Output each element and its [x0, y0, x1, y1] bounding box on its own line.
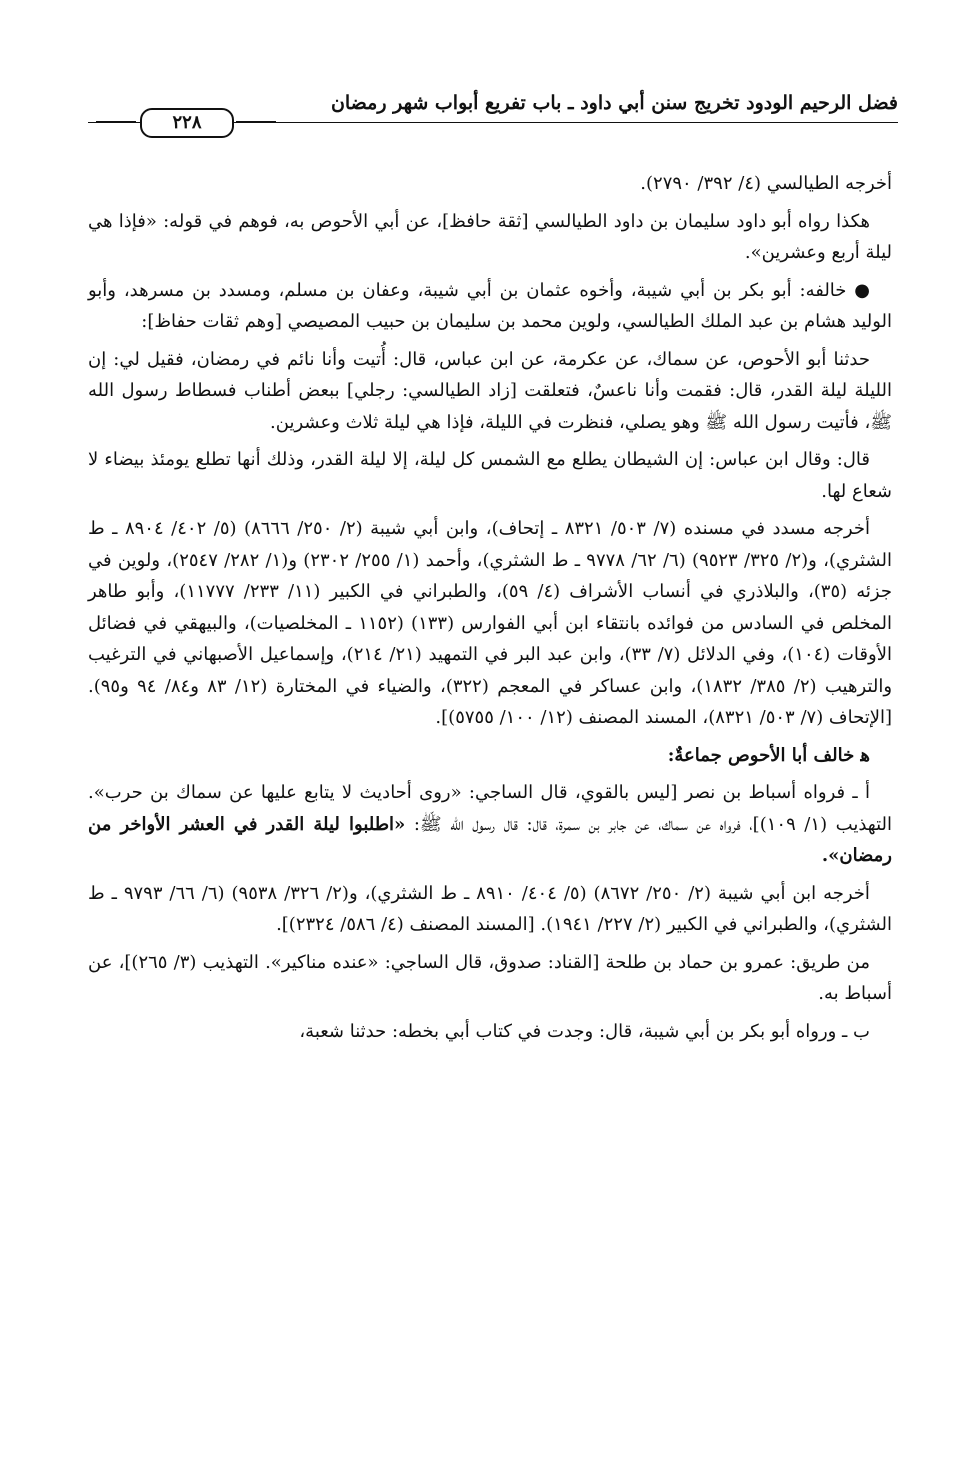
- page-number-ornament: [88, 108, 298, 136]
- paragraph-5: قال: وقال ابن عباس: إن الشيطان يطلع مع الشمس كل ليلة، إلا ليلة القدر، وذلك أنها تطلع يومئذ بيضاء لا شعاع لها.: [88, 449, 892, 502]
- running-title: فضل الرحيم الودود تخريج سنن أبي داود ـ باب تفريع أبواب شهر رمضان: [330, 92, 898, 114]
- page-number: ٢٢٨: [140, 108, 234, 138]
- paragraph-1: أخرجه الطيالسي (٤/ ٣٩٢/ ٢٧٩٠).: [640, 173, 892, 194]
- paragraph-8: أخرجه ابن أبي شيبة (٢/ ٢٥٠/ ٨٦٧٢) (٥/ ٤٠٤/ ٨٩١٠ ـ ط الشثري)، و(٢/ ٣٢٦/ ٩٥٣٨) (٦/ ٦٦/ ٩٧٩٣ ـ ط الشثري)، والطبراني في الكبير (٢/ ٢٢٧/ ١٩٤١). [المسند المصنف (٤/ ٥٨٦/ ٢٣٢٤)].: [88, 882, 892, 935]
- page-header: [88, 88, 898, 136]
- paragraph-3: ● خالفه: أبو بكر بن أبي شيبة، وأخوه عثمان بن أبي شيبة، وعفان بن مسلم، ومسدد بن مسرهد، وأبو الوليد هشام بن عبد الملك الطيالسي، ولوين محمد بن سليمان بن حبيب المصيصي [وهم ثقات حفاظ]:: [88, 279, 892, 332]
- ornament-line-left: [96, 121, 136, 123]
- hadith-quote: «اطلبوا ليلة القدر في العشر الأواخر من رمضان».: [88, 813, 892, 866]
- section-heading: ﻫ خالف أبا الأحوص جماعةٌ:: [667, 744, 870, 766]
- paragraph-4: حدثنا أبو الأحوص، عن سماك، عن عكرمة، عن ابن عباس، قال: أُتيت وأنا نائم في رمضان، فقيل لي: إن الليلة ليلة القدر، قال: فقمت وأنا ناعسٌ، فتعلقت [زاد الطيالسي: رجلي] ببعض أطناب فسطاط رسول الله ﷺ، فأتيت رسول الله ﷺ وهو يصلي، فنظرت في الليلة، فإذا هي ليلة ثلاث وعشرين.: [88, 348, 892, 433]
- paragraph-7-text: أ ـ فرواه أسباط بن نصر [ليس بالقوي، قال الساجي: «روى أحاديث لا يتابع عليها عن سماك بن حرب». التهذيب (١/ ١٠٩)]، فرواه عن سماك، عن جابر بن سمرة، قال: قال رسول الله ﷺ:: [88, 782, 892, 835]
- paragraph-6: أخرجه مسدد في مسنده (٧/ ٥٠٣/ ٨٣٢١ ـ إتحاف)، وابن أبي شيبة (٢/ ٢٥٠/ ٨٦٦٦) (٥/ ٤٠٢/ ٨٩٠٤ ـ ط الشثري)، و(٢/ ٣٢٥/ ٩٥٢٣) (٦/ ٦٢/ ٩٧٧٨ ـ ط الشثري)، وأحمد (١/ ٢٥٥/ ٢٣٠٢) و(١/ ٢٨٢/ ٢٥٤٧)، ولوين في جزئه (٣٥)، والبلاذري في أنساب الأشراف (٤/ ٥٩)، والطبراني في الكبير (١١/ ٢٣٣/ ١١٧٧٧)، وأبو طاهر المخلص في السادس من فوائده بانتقاء ابن أبي الفوارس (١٣٣) (١١٥٢ ـ المخلصيات)، والبيهقي في فضائل الأوقات (١٠٤)، وفي الدلائل (٧/ ٣٣)، وابن عبد البر في التمهيد (٢١/ ٢١٤)، وإسماعيل الأصبهاني في الترغيب والترهيب (٢/ ٣٨٥/ ١٨٣٢)، وابن عساكر في المعجم (٣٢٢)، والضياء في المختارة (١٢/ ٨٣ و٨٤/ ٩٤ و٩٥). [الإتحاف (٧/ ٥٠٣/ ٨٣٢١)، المسند المصنف (١٢/ ١٠٠/ ٥٧٥٥)].: [88, 518, 893, 728]
- main-text: [88, 168, 892, 1053]
- paragraph-10: ب ـ ورواه أبو بكر بن أبي شيبة، قال: وجدت في كتاب أبي بخطه: حدثنا شعبة،: [299, 1020, 870, 1042]
- ornament-line-right: [236, 121, 276, 123]
- paragraph-2: هكذا رواه أبو داود سليمان بن داود الطيالسي [ثقة حافظ]، عن أبي الأحوص به، فوهم في قوله: «فإذا هي ليلة أربع وعشرين».: [88, 210, 892, 263]
- paragraph-9: من طريق: عمرو بن حماد بن طلحة [القناد: صدوق، قال الساجي: «عنده مناكير». التهذيب (٣/ ٢٦٥)]، عن أسباط به.: [88, 951, 892, 1004]
- paragraph-7: [88, 777, 892, 872]
